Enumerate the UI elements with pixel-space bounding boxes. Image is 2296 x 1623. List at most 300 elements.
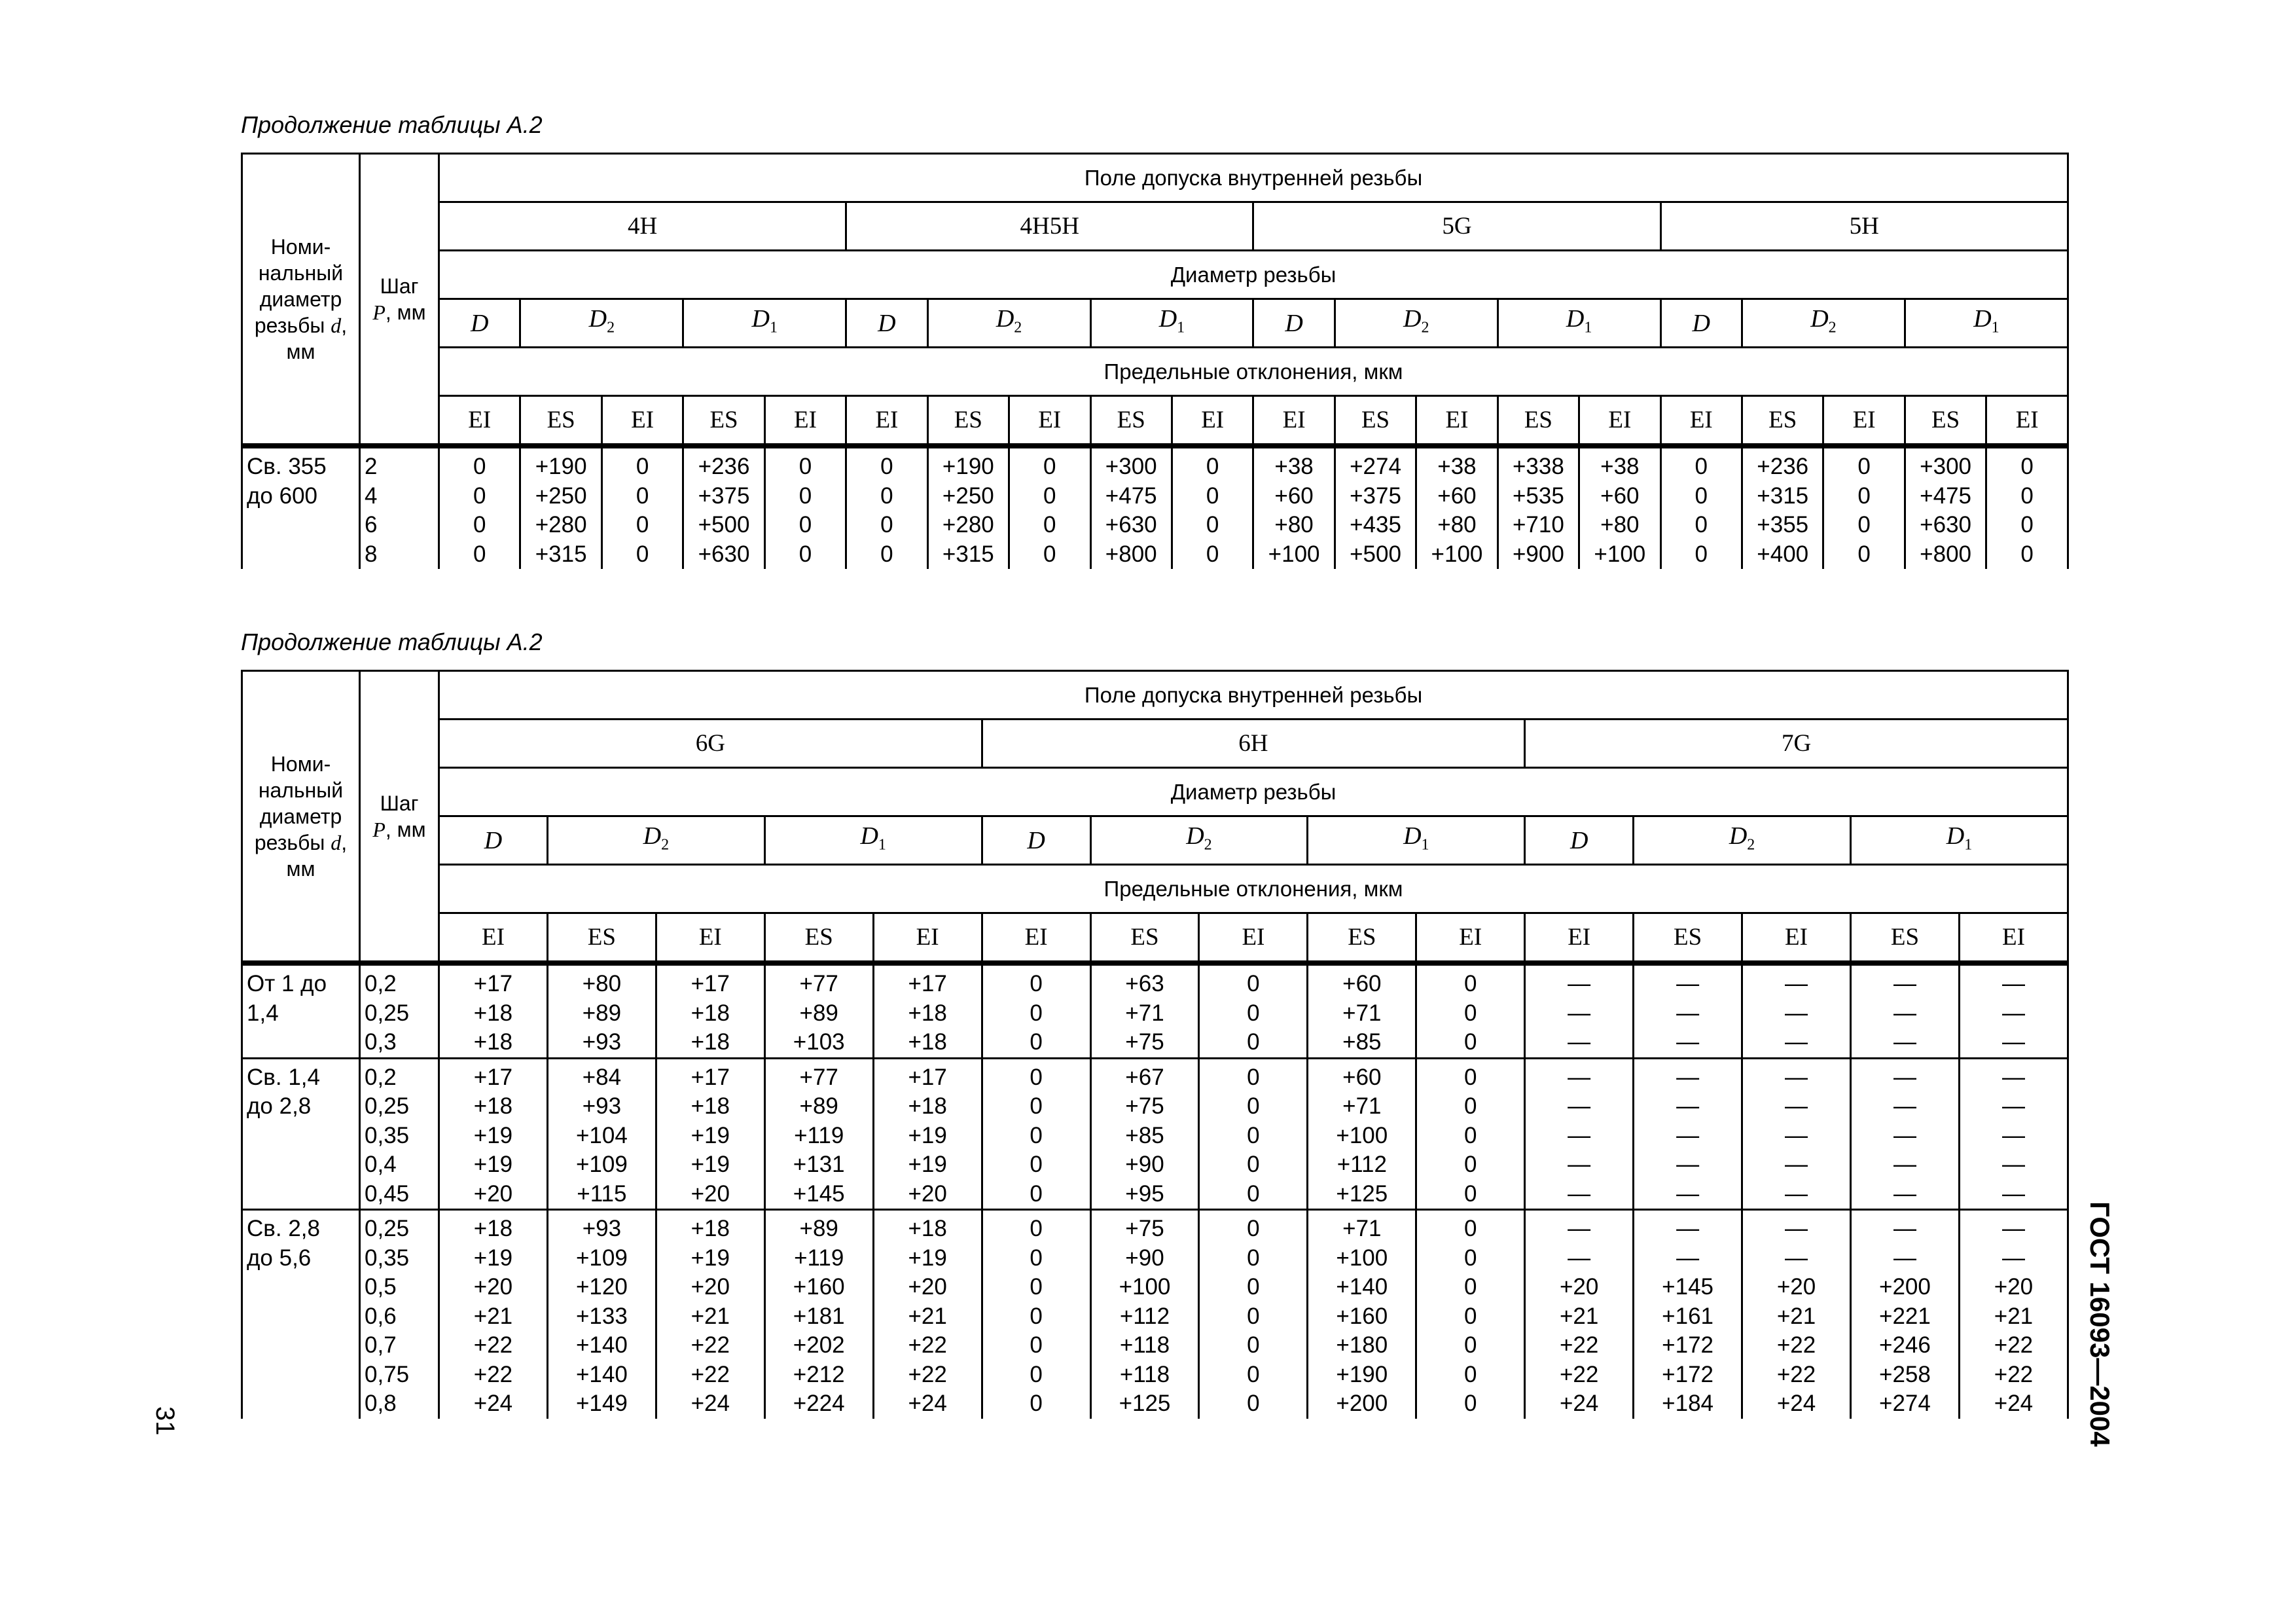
deviation-value: +21 — [1559, 1303, 1599, 1329]
step-value: 0,45 — [365, 1180, 410, 1207]
deviation-value: +161 — [1662, 1303, 1714, 1329]
deviation-value: 0 — [1247, 1274, 1260, 1300]
deviation-value: 0 — [1857, 512, 1871, 538]
deviation-value: +38 — [1600, 454, 1640, 479]
deviation-value: — — [1785, 1000, 1808, 1026]
deviation-label: EI — [1009, 396, 1090, 447]
nominal-diameter-cell — [242, 963, 360, 1058]
deviation-value: 0 — [880, 541, 893, 567]
deviation-value: 0 — [1695, 454, 1708, 479]
deviation-value: +19 — [473, 1152, 513, 1177]
deviation-value: +375 — [1350, 483, 1401, 509]
deviation-value: +80 — [1274, 512, 1314, 538]
deviation-value: +115 — [577, 1180, 627, 1207]
step-value: 0,25 — [365, 1000, 410, 1026]
deviation-value: +104 — [575, 1122, 628, 1148]
symbol-row — [242, 816, 2068, 865]
tolerance-field-label: 6H — [982, 720, 1525, 768]
deviation-value: 0 — [1030, 1361, 1043, 1387]
deviation-cell — [764, 1058, 873, 1210]
deviation-value: +630 — [1920, 512, 1972, 538]
deviation-value: +18 — [473, 1029, 513, 1055]
deviation-cell — [1634, 1058, 1742, 1210]
deviation-value: +80 — [1437, 512, 1477, 538]
deviation-value: +22 — [1559, 1332, 1599, 1358]
step-value: 0,35 — [365, 1122, 410, 1148]
deviation-value: +140 — [575, 1361, 628, 1387]
deviation-value: 0 — [1464, 971, 1477, 996]
deviation-value: +125 — [1336, 1180, 1388, 1207]
symbol-D2: $D_2$ — [1634, 816, 1851, 865]
deviation-value: +18 — [473, 1216, 513, 1241]
deviation-value: 0 — [1464, 1274, 1477, 1300]
deviation-value: +18 — [473, 1093, 513, 1119]
limits-row — [242, 348, 2068, 396]
deviation-value: +212 — [793, 1361, 845, 1387]
step-value: 0,4 — [365, 1152, 397, 1177]
nominal-diameter-line: до 2,8 — [247, 1093, 312, 1119]
deviation-value: +274 — [1879, 1391, 1931, 1416]
deviation-value: +300 — [1920, 454, 1972, 479]
deviation-cell — [1416, 963, 1525, 1058]
tolerance-field-label: 4H — [439, 202, 846, 251]
deviation-cell — [1416, 1210, 1525, 1419]
deviation-value: +236 — [698, 454, 750, 479]
deviation-cell — [1634, 1210, 1742, 1419]
deviation-value: +38 — [1274, 454, 1314, 479]
deviation-value: +19 — [908, 1245, 947, 1271]
deviation-cell — [1308, 1058, 1416, 1210]
deviation-value: +22 — [691, 1332, 730, 1358]
deviation-cell — [764, 963, 873, 1058]
deviation-value: — — [1785, 1152, 1808, 1177]
deviation-value: +18 — [691, 1029, 730, 1055]
deviation-value: 0 — [1464, 1152, 1477, 1177]
deviation-value: 0 — [798, 454, 812, 479]
limits-header: Предельные отклонения, мкм — [439, 348, 2068, 396]
deviation-value: +85 — [1342, 1029, 1382, 1055]
deviation-value: 0 — [636, 541, 649, 567]
deviation-value: +190 — [1336, 1361, 1388, 1387]
deviation-value: +145 — [1662, 1274, 1714, 1300]
deviation-value: +71 — [1342, 1093, 1382, 1119]
nominal-diameter-line: Св. 355 — [247, 454, 327, 479]
deviation-value: 0 — [1857, 454, 1871, 479]
symbol-D: D — [846, 299, 927, 348]
deviation-value: +80 — [1600, 512, 1640, 538]
step-value: 0,5 — [365, 1274, 397, 1300]
deviation-value: +22 — [473, 1332, 513, 1358]
deviation-value: +500 — [698, 512, 750, 538]
deviation-value: +93 — [582, 1216, 622, 1241]
nominal-diameter-line: От 1 до — [247, 971, 327, 996]
tolerance-field-header: Поле допуска внутренней резьбы — [439, 671, 2068, 720]
tolerance-field-label: 4H5H — [846, 202, 1253, 251]
deviation-value: +24 — [908, 1391, 947, 1416]
deviation-value: +93 — [582, 1029, 622, 1055]
deviation-value: — — [1568, 1000, 1591, 1026]
deviation-cell — [1308, 1210, 1416, 1419]
deviation-cell — [873, 963, 982, 1058]
deviation-value: 0 — [1857, 483, 1871, 509]
deviation-cell — [1579, 446, 1660, 569]
deviation-cell — [873, 1058, 982, 1210]
deviation-value: +375 — [698, 483, 750, 509]
nominal-diameter-line: Св. 2,8 — [247, 1216, 320, 1241]
nominal-diameter-line: до 5,6 — [247, 1245, 312, 1271]
nominal-diameter-line: Св. 1,4 — [247, 1064, 320, 1090]
deviation-cell — [1959, 963, 2068, 1058]
step-cell — [360, 963, 439, 1058]
deviation-value: 0 — [2020, 541, 2034, 567]
step-value: 2 — [365, 454, 378, 479]
deviation-value: +17 — [473, 971, 513, 996]
deviation-value: +77 — [799, 1064, 838, 1090]
header-row — [242, 671, 2068, 720]
deviation-cell — [764, 1210, 873, 1419]
deviation-cell — [1199, 1210, 1308, 1419]
deviation-value: — — [1893, 1000, 1916, 1026]
deviation-value: +20 — [1559, 1274, 1599, 1300]
deviation-value: +89 — [582, 1000, 622, 1026]
deviation-value: — — [2001, 1245, 2025, 1271]
table-2-caption: Продолжение таблицы А.2 — [241, 629, 543, 655]
deviation-value: +103 — [793, 1029, 845, 1055]
diameter-row — [242, 768, 2068, 816]
symbol-D1: $D_1$ — [1308, 816, 1525, 865]
symbol-D2: $D_2$ — [547, 816, 764, 865]
symbol-D1: $D_1$ — [1498, 299, 1660, 348]
deviation-value: 0 — [1464, 1064, 1477, 1090]
deviation-value: — — [1785, 1029, 1808, 1055]
deviation-value: +118 — [1119, 1361, 1170, 1387]
deviation-value: 0 — [1247, 1332, 1260, 1358]
tolerance-table — [241, 153, 2069, 569]
tolerance-table — [241, 670, 2069, 1419]
deviation-cell — [1090, 1210, 1199, 1419]
deviation-label: EI — [1199, 913, 1308, 964]
deviation-value: 0 — [1464, 1303, 1477, 1329]
deviation-label: ES — [547, 913, 656, 964]
deviation-value: 0 — [1247, 1122, 1260, 1148]
deviation-cell — [927, 446, 1009, 569]
deviation-value: — — [1568, 1152, 1591, 1177]
deviation-value: +221 — [1879, 1303, 1931, 1329]
nominal-diameter-header: Номи- нальный диаметр резьбы d, мм — [242, 154, 360, 447]
symbol-D: D — [982, 816, 1090, 865]
deviation-value: +19 — [691, 1152, 730, 1177]
deviation-cell — [1850, 1058, 1959, 1210]
deviation-value: 0 — [1247, 1216, 1260, 1241]
deviation-label: EI — [601, 396, 683, 447]
header-row — [242, 154, 2068, 202]
deviation-value: +172 — [1662, 1361, 1714, 1387]
deviation-label: ES — [764, 913, 873, 964]
deviation-value: +89 — [799, 1093, 838, 1119]
deviation-value: +20 — [1994, 1274, 2034, 1300]
deviation-label: EI — [1959, 913, 2068, 964]
limits-header: Предельные отклонения, мкм — [439, 865, 2068, 913]
deviation-label: EI — [1742, 913, 1851, 964]
deviation-value: +100 — [1119, 1274, 1171, 1300]
deviation-value: +140 — [1336, 1274, 1388, 1300]
deviation-value: 0 — [1695, 541, 1708, 567]
deviation-value: 0 — [1030, 1180, 1043, 1207]
deviation-value: +18 — [908, 1093, 947, 1119]
deviation-cell — [547, 1058, 656, 1210]
deviation-value: +160 — [1336, 1303, 1388, 1329]
table-1-caption: Продолжение таблицы А.2 — [241, 111, 543, 138]
deviation-value: +71 — [1342, 1000, 1382, 1026]
deviation-value: 0 — [1247, 1029, 1260, 1055]
deviation-value: +20 — [691, 1180, 730, 1207]
deviation-value: — — [1785, 1180, 1808, 1207]
deviation-cell — [1498, 446, 1579, 569]
deviation-value: 0 — [636, 483, 649, 509]
deviation-value: +181 — [793, 1303, 845, 1329]
deviation-value: — — [1785, 1064, 1808, 1090]
deviation-value: +112 — [1119, 1303, 1170, 1329]
deviation-value: +125 — [1119, 1391, 1171, 1416]
deviation-label: EI — [1823, 396, 1905, 447]
step-header: Шаг P, мм — [360, 671, 439, 964]
deviation-value: +60 — [1342, 971, 1382, 996]
deviation-value: +18 — [908, 1029, 947, 1055]
deviation-value: +90 — [1125, 1152, 1164, 1177]
deviation-value: 0 — [1030, 1029, 1043, 1055]
deviation-value: 0 — [1030, 971, 1043, 996]
deviation-label: EI — [764, 396, 846, 447]
deviation-value: — — [1676, 1216, 1700, 1241]
deviation-cell — [1959, 1058, 2068, 1210]
deviation-value: — — [2001, 1122, 2025, 1148]
deviation-value: +84 — [582, 1064, 622, 1090]
deviation-value: — — [1893, 1093, 1916, 1119]
symbol-row — [242, 299, 2068, 348]
deviation-cell — [1416, 1058, 1525, 1210]
deviation-value: — — [1893, 1180, 1916, 1207]
deviation-value: +75 — [1125, 1029, 1164, 1055]
deviation-value: — — [2001, 1029, 2025, 1055]
deviation-value: — — [1676, 1122, 1700, 1148]
step-value: 0,2 — [365, 971, 397, 996]
deviation-value: — — [1676, 1180, 1700, 1207]
deviation-cell — [601, 446, 683, 569]
step-value: 0,7 — [365, 1332, 397, 1358]
deviation-cell — [846, 446, 927, 569]
deviation-label: EI — [1660, 396, 1742, 447]
deviation-value: +100 — [1268, 541, 1320, 567]
data-group-row — [242, 446, 2068, 569]
deviation-value: 0 — [1043, 512, 1056, 538]
deviation-label: ES — [927, 396, 1009, 447]
deviation-value: +17 — [908, 971, 947, 996]
deviation-value: +315 — [535, 541, 587, 567]
deviation-value: +17 — [691, 1064, 730, 1090]
deviation-cell — [982, 963, 1090, 1058]
deviation-value: +20 — [1776, 1274, 1816, 1300]
deviation-value: — — [1568, 1064, 1591, 1090]
tolerance-field-header: Поле допуска внутренней резьбы — [439, 154, 2068, 202]
deviation-value: — — [1785, 1093, 1808, 1119]
deviation-value: — — [1568, 1122, 1591, 1148]
deviation-value: +119 — [794, 1245, 844, 1271]
deviation-value: +200 — [1336, 1391, 1388, 1416]
deviation-value: +109 — [575, 1245, 628, 1271]
symbol-D: D — [1525, 816, 1634, 865]
deviation-label: ES — [1090, 913, 1199, 964]
deviation-value: 0 — [880, 483, 893, 509]
limits-row — [242, 865, 2068, 913]
symbol-D2: $D_2$ — [1742, 299, 1905, 348]
deviation-value: — — [1676, 1093, 1700, 1119]
deviation-value: +300 — [1105, 454, 1157, 479]
deviation-cell — [982, 1058, 1090, 1210]
deviation-value: +85 — [1125, 1122, 1164, 1148]
deviation-value: 0 — [1695, 483, 1708, 509]
deviation-value: — — [1568, 1245, 1591, 1271]
deviation-value: — — [1676, 1152, 1700, 1177]
deviation-value: — — [2001, 1093, 2025, 1119]
deviation-value: +20 — [908, 1180, 947, 1207]
deviation-value: +800 — [1105, 541, 1157, 567]
deviation-value: — — [1785, 1122, 1808, 1148]
deviation-value: 0 — [1464, 1093, 1477, 1119]
deviation-value: +109 — [575, 1152, 628, 1177]
tolerance-field-label: 7G — [1525, 720, 2068, 768]
deviation-value: +21 — [908, 1303, 947, 1329]
deviation-value: +90 — [1125, 1245, 1164, 1271]
deviation-value: +160 — [793, 1274, 845, 1300]
deviation-cell — [1905, 446, 1986, 569]
step-value: 0,35 — [365, 1245, 410, 1271]
deviation-cell — [1090, 963, 1199, 1058]
deviation-cell — [439, 963, 548, 1058]
nominal-diameter-line: до 600 — [247, 483, 318, 509]
deviation-cell — [1090, 1058, 1199, 1210]
deviation-value: +19 — [691, 1122, 730, 1148]
deviation-value: 0 — [1464, 1180, 1477, 1207]
deviation-value: +20 — [473, 1274, 513, 1300]
step-value: 0,8 — [365, 1391, 397, 1416]
deviation-value: +22 — [1994, 1361, 2034, 1387]
deviation-value: +24 — [1559, 1391, 1599, 1416]
symbol-D1: $D_1$ — [683, 299, 846, 348]
deviation-value: +250 — [942, 483, 994, 509]
page-number: 31 — [151, 1406, 179, 1436]
deviation-value: +21 — [691, 1303, 730, 1329]
deviation-label: ES — [1498, 396, 1579, 447]
deviation-value: — — [2001, 1000, 2025, 1026]
deviation-value: +250 — [535, 483, 587, 509]
deviation-value: 0 — [880, 512, 893, 538]
deviation-value: 0 — [1247, 1000, 1260, 1026]
deviation-cell — [1009, 446, 1090, 569]
symbol-D2: $D_2$ — [1335, 299, 1498, 348]
deviation-label: ES — [520, 396, 601, 447]
deviation-value: 0 — [1206, 454, 1219, 479]
deviation-cell — [683, 446, 764, 569]
deviation-value: +118 — [1119, 1332, 1170, 1358]
deviation-value: — — [1568, 1180, 1591, 1207]
deviation-value: +535 — [1512, 483, 1564, 509]
deviation-value: — — [1568, 1029, 1591, 1055]
deviation-value: — — [1893, 1216, 1916, 1241]
deviation-label: EI — [1253, 396, 1335, 447]
deviation-value: — — [1785, 971, 1808, 996]
deviation-label: ES — [1090, 396, 1172, 447]
deviation-cell — [1660, 446, 1742, 569]
symbol-D1: $D_1$ — [1850, 816, 2068, 865]
deviation-value: +630 — [1105, 512, 1157, 538]
deviation-value: +475 — [1920, 483, 1972, 509]
diameter-row — [242, 251, 2068, 299]
symbol-D: D — [1660, 299, 1742, 348]
deviation-value: 0 — [1030, 1000, 1043, 1026]
deviation-value: +202 — [793, 1332, 845, 1358]
deviation-value: +95 — [1125, 1180, 1164, 1207]
deviation-label: EI — [1579, 396, 1660, 447]
deviation-value: 0 — [2020, 454, 2034, 479]
deviation-cell — [1172, 446, 1253, 569]
deviation-cell — [1742, 1210, 1851, 1419]
deviation-cell — [547, 963, 656, 1058]
deviation-cell — [439, 446, 520, 569]
deviation-cell — [439, 1058, 548, 1210]
deviation-value: 0 — [1030, 1152, 1043, 1177]
deviation-value: 0 — [1206, 483, 1219, 509]
deviation-value: — — [1568, 971, 1591, 996]
deviation-value: — — [1893, 1152, 1916, 1177]
deviation-value: — — [1676, 1000, 1700, 1026]
deviation-value: +224 — [793, 1391, 845, 1416]
deviation-value: 0 — [880, 454, 893, 479]
deviation-value: +22 — [1776, 1361, 1816, 1387]
step-value: 0,75 — [365, 1361, 410, 1387]
deviation-cell — [1199, 963, 1308, 1058]
deviation-value: — — [1893, 1064, 1916, 1090]
deviation-value: 0 — [2020, 483, 2034, 509]
deviation-label: ES — [1335, 396, 1416, 447]
deviation-value: 0 — [1464, 1122, 1477, 1148]
deviation-label: ES — [1308, 913, 1416, 964]
deviation-value: +18 — [691, 1216, 730, 1241]
deviation-value: +24 — [473, 1391, 513, 1416]
deviation-value: +21 — [1994, 1303, 2034, 1329]
deviation-value: +20 — [473, 1180, 513, 1207]
deviation-value: — — [2001, 1216, 2025, 1241]
deviation-value: 0 — [798, 483, 812, 509]
deviation-cell — [656, 1210, 764, 1419]
deviation-value: +149 — [575, 1391, 628, 1416]
deviation-value: +24 — [1994, 1391, 2034, 1416]
deviation-label: ES — [1634, 913, 1742, 964]
field-row — [242, 720, 2068, 768]
deviation-value: +18 — [908, 1000, 947, 1026]
deviation-value: 0 — [1247, 1303, 1260, 1329]
deviation-value: +200 — [1879, 1274, 1931, 1300]
deviation-cell — [764, 446, 846, 569]
deviation-value: 0 — [473, 512, 486, 538]
deviation-value: +119 — [794, 1122, 844, 1148]
deviation-value: +100 — [1594, 541, 1646, 567]
deviation-value: 0 — [1030, 1303, 1043, 1329]
deviation-value: +172 — [1662, 1332, 1714, 1358]
symbol-D2: $D_2$ — [1090, 816, 1308, 865]
deviation-value: +18 — [908, 1216, 947, 1241]
deviation-value: 0 — [1247, 1245, 1260, 1271]
deviation-value: +18 — [691, 1093, 730, 1119]
